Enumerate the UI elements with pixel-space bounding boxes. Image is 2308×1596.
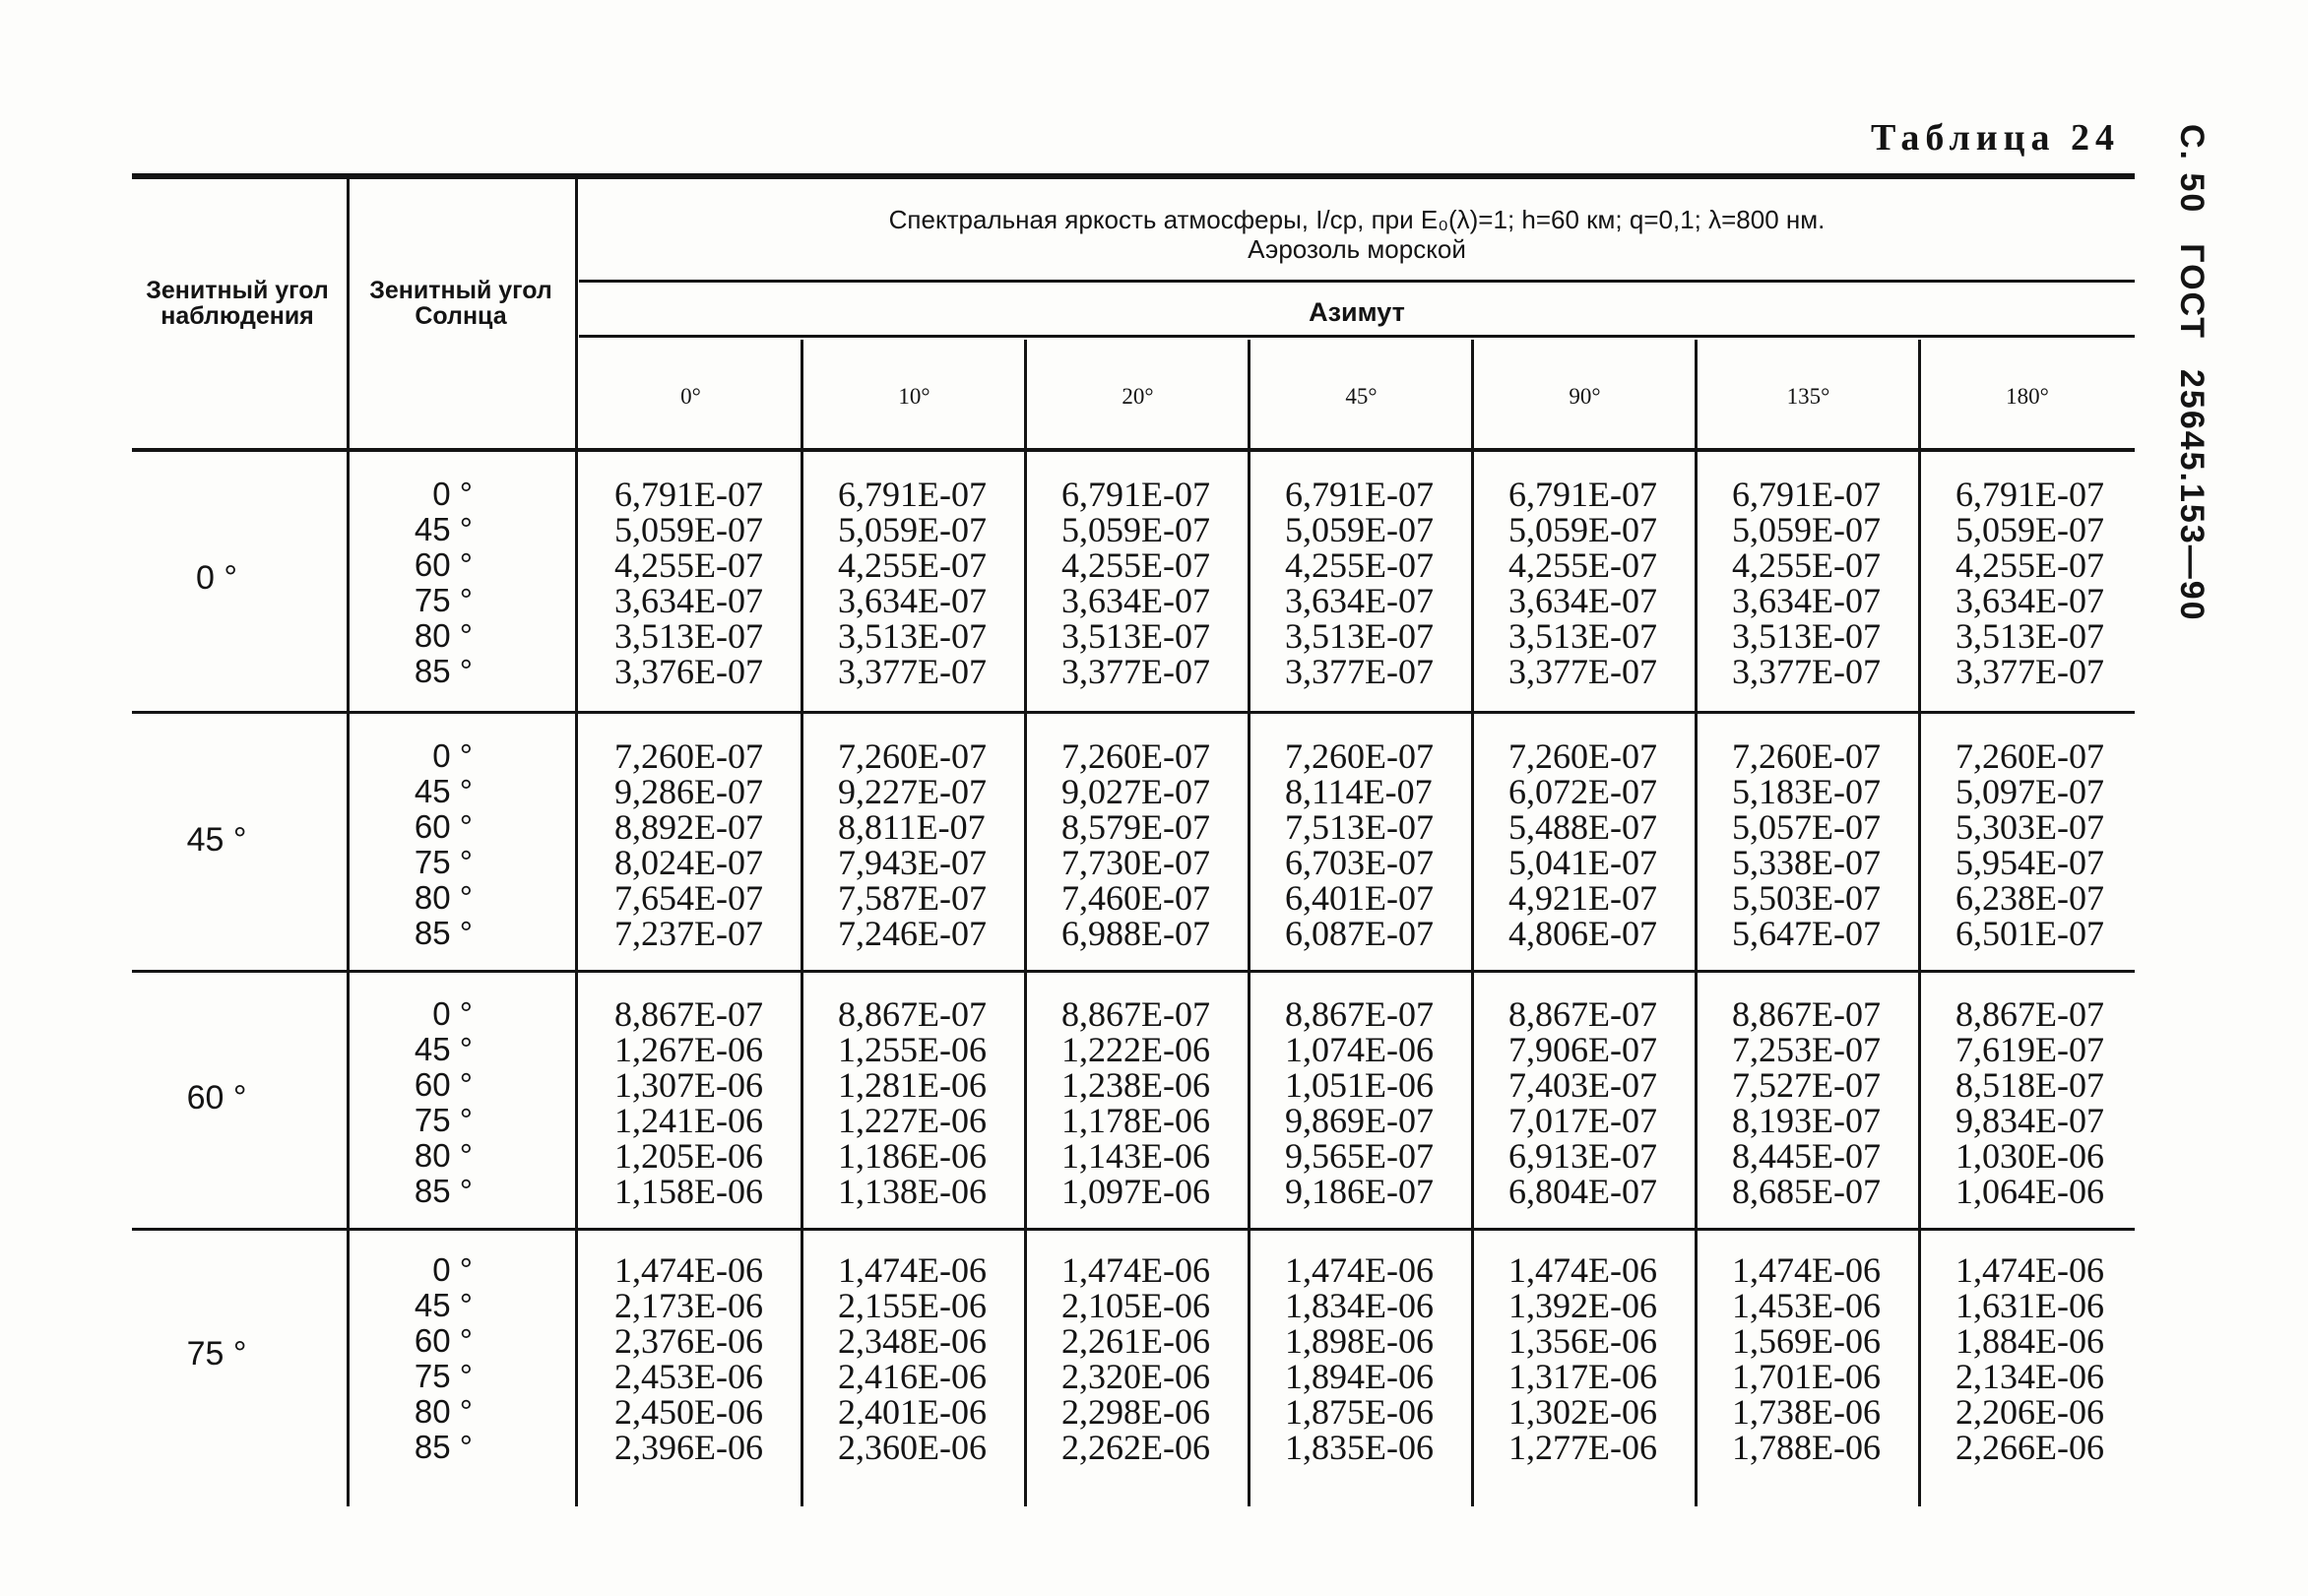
sun-angle: 60 ° — [414, 1322, 473, 1359]
table-cell: 5,097E-07 — [1955, 772, 2104, 811]
table-cell: 1,097E-06 — [1061, 1172, 1210, 1211]
sun-angle: 80 ° — [414, 617, 473, 654]
table-cell: 2,360E-06 — [838, 1428, 987, 1467]
table-cell: 6,072E-07 — [1508, 772, 1657, 811]
table-cell: 7,527E-07 — [1732, 1065, 1881, 1105]
table-cell: 1,307E-06 — [614, 1065, 763, 1105]
sun-angle: 75 ° — [414, 582, 473, 618]
sun-angle: 85 ° — [414, 653, 473, 689]
table-cell: 1,074E-06 — [1285, 1030, 1434, 1069]
table-cell: 2,173E-06 — [614, 1286, 763, 1325]
table-cell: 7,260E-07 — [838, 736, 987, 776]
table-cell: 4,255E-07 — [614, 545, 763, 585]
table-cell: 3,513E-07 — [1732, 616, 1881, 656]
table-cell: 3,376E-07 — [614, 652, 763, 691]
table-cell: 2,376E-06 — [614, 1321, 763, 1361]
sun-angle: 0 ° — [432, 476, 473, 512]
table-cell: 9,565E-07 — [1285, 1136, 1434, 1176]
table-cell: 8,892E-07 — [614, 807, 763, 847]
azimuth-header-2: 20° — [1122, 384, 1154, 409]
table-cell: 1,631E-06 — [1955, 1286, 2104, 1325]
table-cell: 8,867E-07 — [1285, 994, 1434, 1034]
table-cell: 8,867E-07 — [614, 994, 763, 1034]
table-cell: 6,804E-07 — [1508, 1172, 1657, 1211]
table-cell: 5,303E-07 — [1955, 807, 2104, 847]
table-cell: 5,338E-07 — [1732, 843, 1881, 882]
table-cell: 5,488E-07 — [1508, 807, 1657, 847]
table-cell: 7,260E-07 — [614, 736, 763, 776]
table-cell: 7,246E-07 — [838, 914, 987, 953]
table-cell: 1,302E-06 — [1508, 1392, 1657, 1432]
table-cell: 3,513E-07 — [1061, 616, 1210, 656]
vline-azimuth-4 — [1471, 340, 1474, 1506]
table-cell: 8,811E-07 — [838, 807, 986, 847]
table-cell: 1,835E-06 — [1285, 1428, 1434, 1467]
table-cell: 8,867E-07 — [1508, 994, 1657, 1034]
table-cell: 5,503E-07 — [1732, 878, 1881, 918]
table-cell: 3,513E-07 — [1285, 616, 1434, 656]
table-cell: 7,654E-07 — [614, 878, 763, 918]
observation-angle: 60 ° — [186, 1079, 247, 1117]
rule-under-title — [579, 280, 2135, 283]
table-cell: 2,206E-06 — [1955, 1392, 2104, 1432]
table-cell: 2,134E-06 — [1955, 1357, 2104, 1396]
table-cell: 3,513E-07 — [1508, 616, 1657, 656]
table-cell: 1,834E-06 — [1285, 1286, 1434, 1325]
table-cell: 1,317E-06 — [1508, 1357, 1657, 1396]
vline-azimuth-1 — [801, 340, 803, 1506]
table-cell: 7,260E-07 — [1508, 736, 1657, 776]
azimuth-header-1: 10° — [898, 384, 930, 409]
table-cell: 2,298E-06 — [1061, 1392, 1210, 1432]
azimuth-header-6: 180° — [2006, 384, 2049, 409]
table-cell: 1,453E-06 — [1732, 1286, 1881, 1325]
table-cell: 4,255E-07 — [1285, 545, 1434, 585]
table-cell: 5,183E-07 — [1732, 772, 1881, 811]
table-cell: 6,791E-07 — [614, 475, 763, 514]
table-cell: 1,875E-06 — [1285, 1392, 1434, 1432]
table-cell: 4,255E-07 — [838, 545, 987, 585]
sun-angle: 60 ° — [414, 546, 473, 583]
sun-angle: 80 ° — [414, 879, 473, 916]
table-cell: 1,474E-06 — [1285, 1250, 1434, 1290]
table-cell: 3,377E-07 — [1955, 652, 2104, 691]
table-cell: 8,867E-07 — [1732, 994, 1881, 1034]
table-cell: 6,791E-07 — [1061, 475, 1210, 514]
table-cell: 3,513E-07 — [614, 616, 763, 656]
side-label — [2166, 124, 2255, 636]
table-cell: 9,869E-07 — [1285, 1101, 1434, 1140]
sun-angle: 0 ° — [432, 1251, 473, 1288]
table-cell: 3,513E-07 — [1955, 616, 2104, 656]
table-cell: 1,186E-06 — [838, 1136, 987, 1176]
table-cell: 5,059E-07 — [838, 510, 987, 549]
sun-angle: 75 ° — [414, 1358, 473, 1394]
table-cell: 1,474E-06 — [1508, 1250, 1657, 1290]
table-cell: 2,262E-06 — [1061, 1428, 1210, 1467]
table-cell: 6,401E-07 — [1285, 878, 1434, 918]
table-cell: 1,227E-06 — [838, 1101, 987, 1140]
table-cell: 5,057E-07 — [1732, 807, 1881, 847]
sun-angle: 0 ° — [432, 737, 473, 774]
table-cell: 7,403E-07 — [1508, 1065, 1657, 1105]
table-cell: 2,348E-06 — [838, 1321, 987, 1361]
table-cell: 7,460E-07 — [1061, 878, 1210, 918]
standard-name: ГОСТ — [2173, 243, 2211, 341]
table-cell: 6,791E-07 — [1508, 475, 1657, 514]
sun-angle: 85 ° — [414, 1173, 473, 1209]
table-cell: 8,867E-07 — [838, 994, 987, 1034]
table-cell: 1,138E-06 — [838, 1172, 987, 1211]
group-separator-1 — [132, 970, 2135, 973]
table-cell: 6,501E-07 — [1955, 914, 2104, 953]
table-cell: 9,027E-07 — [1061, 772, 1210, 811]
table-cell: 5,059E-07 — [1732, 510, 1881, 549]
table-cell: 5,647E-07 — [1732, 914, 1881, 953]
azimuth-header-0: 0° — [680, 384, 701, 409]
vline-azimuth-5 — [1695, 340, 1698, 1506]
sun-angle: 45 ° — [414, 511, 473, 547]
table-cell: 1,241E-06 — [614, 1101, 763, 1140]
table-cell: 5,059E-07 — [614, 510, 763, 549]
table-cell: 7,513E-07 — [1285, 807, 1434, 847]
table-cell: 2,266E-06 — [1955, 1428, 2104, 1467]
table-cell: 1,894E-06 — [1285, 1357, 1434, 1396]
rule-under-azimuth — [579, 335, 2135, 338]
table-cell: 1,474E-06 — [614, 1250, 763, 1290]
table-caption: Таблица 24 — [1871, 117, 2121, 159]
table-cell: 8,685E-07 — [1732, 1172, 1881, 1211]
table-cell: 8,114E-07 — [1285, 772, 1433, 811]
sun-angle: 80 ° — [414, 1137, 473, 1174]
group-separator-0 — [132, 711, 2135, 714]
table-cell: 3,377E-07 — [838, 652, 987, 691]
table-cell: 7,260E-07 — [1955, 736, 2104, 776]
table-cell: 1,898E-06 — [1285, 1321, 1434, 1361]
table-cell: 1,281E-06 — [838, 1065, 987, 1105]
vline-sun — [575, 177, 578, 1506]
vline-azimuth-2 — [1024, 340, 1027, 1506]
table-cell: 1,392E-06 — [1508, 1286, 1657, 1325]
table-cell: 5,059E-07 — [1508, 510, 1657, 549]
table-cell: 3,634E-07 — [1061, 581, 1210, 620]
sun-angle: 75 ° — [414, 1102, 473, 1138]
observation-angle: 75 ° — [186, 1335, 247, 1373]
table-cell: 1,158E-06 — [614, 1172, 763, 1211]
vline-azimuth-6 — [1918, 340, 1921, 1506]
table-cell: 9,186E-07 — [1285, 1172, 1434, 1211]
table-cell: 1,738E-06 — [1732, 1392, 1881, 1432]
table-cell: 4,255E-07 — [1061, 545, 1210, 585]
sun-angle: 60 ° — [414, 808, 473, 845]
header-observation-angle: Зенитный угол наблюдения — [146, 277, 329, 330]
table-cell: 8,193E-07 — [1732, 1101, 1881, 1140]
table-cell: 2,320E-06 — [1061, 1357, 1210, 1396]
table-cell: 8,867E-07 — [1061, 994, 1210, 1034]
table-cell: 7,730E-07 — [1061, 843, 1210, 882]
table-cell: 2,450E-06 — [614, 1392, 763, 1432]
table-cell: 4,255E-07 — [1508, 545, 1657, 585]
table-cell: 5,059E-07 — [1955, 510, 2104, 549]
vline-observation — [347, 177, 350, 1506]
table-cell: 8,867E-07 — [1955, 994, 2104, 1034]
table-cell: 3,634E-07 — [614, 581, 763, 620]
table-cell: 1,356E-06 — [1508, 1321, 1657, 1361]
azimuth-header-3: 45° — [1345, 384, 1378, 409]
sun-angle: 85 ° — [414, 915, 473, 951]
sun-angle: 0 ° — [432, 995, 473, 1032]
table-cell: 4,255E-07 — [1732, 545, 1881, 585]
table-cell: 1,238E-06 — [1061, 1065, 1210, 1105]
table-cell: 1,788E-06 — [1732, 1428, 1881, 1467]
table-cell: 5,041E-07 — [1508, 843, 1657, 882]
table-cell: 6,238E-07 — [1955, 878, 2104, 918]
sun-angle: 45 ° — [414, 1031, 473, 1067]
sun-angle: 85 ° — [414, 1429, 473, 1465]
table-cell: 2,155E-06 — [838, 1286, 987, 1325]
table-cell: 3,377E-07 — [1508, 652, 1657, 691]
table-cell: 8,024E-07 — [614, 843, 763, 882]
table-cell: 6,087E-07 — [1285, 914, 1434, 953]
table-cell: 1,884E-06 — [1955, 1321, 2104, 1361]
table-cell: 1,030E-06 — [1955, 1136, 2104, 1176]
table-cell: 5,954E-07 — [1955, 843, 2104, 882]
top-rule — [132, 173, 2135, 179]
rule-under-header — [132, 448, 2135, 452]
table-cell: 1,143E-06 — [1061, 1136, 1210, 1176]
table-cell: 1,474E-06 — [1955, 1250, 2104, 1290]
sun-angle: 75 ° — [414, 844, 473, 880]
table-cell: 7,260E-07 — [1061, 736, 1210, 776]
table-cell: 4,255E-07 — [1955, 545, 2104, 585]
vline-azimuth-3 — [1248, 340, 1250, 1506]
header-aerosol: Аэрозоль морской — [1248, 234, 1466, 264]
table-cell: 6,791E-07 — [1955, 475, 2104, 514]
table-cell: 7,587E-07 — [838, 878, 987, 918]
table-cell: 1,474E-06 — [838, 1250, 987, 1290]
table-cell: 2,453E-06 — [614, 1357, 763, 1396]
table-cell: 6,988E-07 — [1061, 914, 1210, 953]
table-cell: 3,634E-07 — [1732, 581, 1881, 620]
table-cell: 3,377E-07 — [1285, 652, 1434, 691]
table-cell: 4,921E-07 — [1508, 878, 1657, 918]
table-cell: 1,267E-06 — [614, 1030, 763, 1069]
table-cell: 3,513E-07 — [838, 616, 987, 656]
table-cell: 1,051E-06 — [1285, 1065, 1434, 1105]
table-cell: 2,416E-06 — [838, 1357, 987, 1396]
table-cell: 9,286E-07 — [614, 772, 763, 811]
table-cell: 7,619E-07 — [1955, 1030, 2104, 1069]
table-cell: 6,791E-07 — [1732, 475, 1881, 514]
sun-angle: 45 ° — [414, 773, 473, 809]
table-cell: 1,222E-06 — [1061, 1030, 1210, 1069]
sun-angle: 60 ° — [414, 1066, 473, 1103]
table-cell: 7,906E-07 — [1508, 1030, 1657, 1069]
azimuth-header-5: 135° — [1786, 384, 1830, 409]
table-cell: 3,377E-07 — [1061, 652, 1210, 691]
table-cell: 4,806E-07 — [1508, 914, 1657, 953]
header-azimuth: Азимут — [1309, 297, 1405, 327]
table-cell: 9,227E-07 — [838, 772, 987, 811]
table-cell: 6,913E-07 — [1508, 1136, 1657, 1176]
table-cell: 7,253E-07 — [1732, 1030, 1881, 1069]
table-cell: 6,791E-07 — [1285, 475, 1434, 514]
table-cell: 1,701E-06 — [1732, 1357, 1881, 1396]
group-separator-2 — [132, 1228, 2135, 1231]
table-cell: 1,255E-06 — [838, 1030, 987, 1069]
table-cell: 1,569E-06 — [1732, 1321, 1881, 1361]
table-cell: 1,277E-06 — [1508, 1428, 1657, 1467]
table-cell: 5,059E-07 — [1061, 510, 1210, 549]
header-sun-angle: Зенитный угол Солнца — [369, 277, 552, 330]
table-cell: 7,237E-07 — [614, 914, 763, 953]
observation-angle: 45 ° — [186, 821, 247, 859]
observation-angle: 0 ° — [196, 559, 237, 597]
table-cell: 3,634E-07 — [838, 581, 987, 620]
table-cell: 1,064E-06 — [1955, 1172, 2104, 1211]
table-cell: 1,474E-06 — [1732, 1250, 1881, 1290]
table-cell: 9,834E-07 — [1955, 1101, 2104, 1140]
table-cell: 7,017E-07 — [1508, 1101, 1657, 1140]
table-cell: 2,261E-06 — [1061, 1321, 1210, 1361]
page-number: С. 50 — [2173, 124, 2211, 215]
table-cell: 1,178E-06 — [1061, 1101, 1210, 1140]
table-cell: 7,943E-07 — [838, 843, 987, 882]
table-cell: 8,518E-07 — [1955, 1065, 2104, 1105]
sun-angle: 45 ° — [414, 1287, 473, 1323]
table-cell: 3,634E-07 — [1508, 581, 1657, 620]
table-cell: 5,059E-07 — [1285, 510, 1434, 549]
sun-angle: 80 ° — [414, 1393, 473, 1430]
table-cell: 8,445E-07 — [1732, 1136, 1881, 1176]
standard-number: 25645.153—90 — [2173, 369, 2211, 622]
table-cell: 1,474E-06 — [1061, 1250, 1210, 1290]
azimuth-header-4: 90° — [1569, 384, 1601, 409]
table-cell: 3,377E-07 — [1732, 652, 1881, 691]
table-cell: 6,703E-07 — [1285, 843, 1434, 882]
table-cell: 7,260E-07 — [1732, 736, 1881, 776]
table-cell: 3,634E-07 — [1285, 581, 1434, 620]
table-cell: 7,260E-07 — [1285, 736, 1434, 776]
header-spectral-title: Спектральная яркость атмосферы, I/ср, при E₀(λ)=1; h=60 км; q=0,1; λ=800 нм. — [888, 205, 1826, 234]
table-cell: 6,791E-07 — [838, 475, 987, 514]
table-cell: 2,105E-06 — [1061, 1286, 1210, 1325]
table-cell: 3,634E-07 — [1955, 581, 2104, 620]
table-cell: 2,401E-06 — [838, 1392, 987, 1432]
table-cell: 1,205E-06 — [614, 1136, 763, 1176]
table-cell: 2,396E-06 — [614, 1428, 763, 1467]
table-cell: 8,579E-07 — [1061, 807, 1210, 847]
